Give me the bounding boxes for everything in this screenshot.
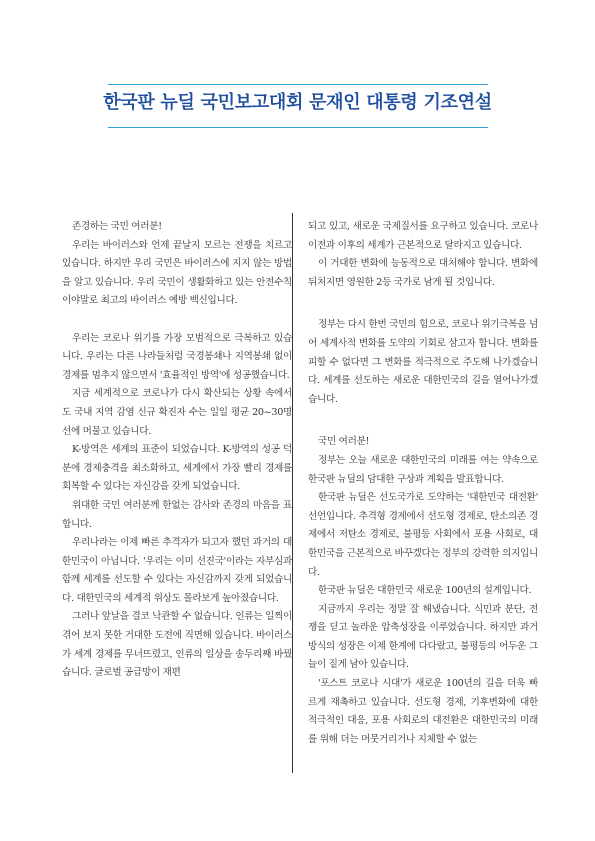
paragraph: 그러나 앞날을 결코 낙관할 수 없습니다. 인류는 일찍이 겪어 보지 못한 거대한 도전에 직면해 있습니다. 바이러스가 세계 경제를 무너뜨렸고, 인류의 일상을 송두리째 바꿨습니다. 글로벌 공급망이 재편 xyxy=(62,611,292,679)
title-rule-top xyxy=(108,84,488,85)
page-title: 한국판 뉴딜 국민보고대회 문재인 대통령 기조연설 xyxy=(103,92,492,113)
paragraph: 정부는 오늘 새로운 대한민국의 미래를 여는 약속으로 한국판 뉴딜의 담대한 구상과 계획을 발표합니다. xyxy=(308,454,538,485)
paragraph: 국민 여러분! xyxy=(318,436,370,448)
paragraph: 한국판 뉴딜은 대한민국 새로운 100년의 설계입니다. xyxy=(318,585,532,597)
title-rule-bottom xyxy=(108,127,488,128)
left-column xyxy=(62,218,292,683)
paragraph: 한국판 뉴딜은 선도국가로 도약하는 '대한민국 대전환' 선언입니다. 추격형 경제에서 선도형 경제로, 탄소의존 경제에서 저탄소 경제로, 불평등 사회에서 포용 사회로, 대한민국을 근본적으로 바꾸겠다는 정부의 강력한 의지입니다. xyxy=(308,492,538,578)
paragraph: 우리는 바이러스와 언제 끝날지 모르는 전쟁을 치르고 있습니다. 하지만 우리 국민은 바이러스에 지지 않는 방법을 알고 있습니다. 우리 국민이 생활화하고 있는 안전수칙이야말로 최고의 바이러스 예방 백신입니다. xyxy=(62,239,292,307)
paragraph: 우리나라는 이제 빠른 추격자가 되고자 했던 과거의 대한민국이 아닙니다. '우리는 이미 선진국'이라는 자부심과 함께 세계를 선도할 수 있다는 자신감까지 갖게 되었습니다. 대한민국의 세계적 위상도 몰라보게 높아졌습니다. xyxy=(62,537,292,604)
paragraph: 지금 세계적으로 코로나가 다시 확산되는 상황 속에서도 국내 지역 감염 신규 확진자 수는 일일 평균 20~30명 선에 머물고 있습니다. xyxy=(62,388,292,437)
paragraph: 되고 있고, 새로운 국제질서를 요구하고 있습니다. 코로나 이전과 이후의 세계가 근본적으로 달라지고 있습니다. xyxy=(308,221,538,251)
paragraph: '포스트 코로나 시대'가 새로운 100년의 길을 더욱 빠르게 재촉하고 있습니다. 선도형 경제, 기후변화에 대한 적극적인 대응, 포용 사회로의 대전환은 대한민국의 미래를 위해 더는 머뭇거리거나 지체할 수 없는 xyxy=(308,678,538,745)
paragraph: K-방역은 세계의 표준이 되었습니다. K-방역의 성공 덕분에 경제충격을 최소화하고, 세계에서 가장 빨리 경제를 회복할 수 있다는 자신감을 갖게 되었습니다. xyxy=(62,444,292,493)
paragraph: 이 거대한 변화에 능동적으로 대처해야 합니다. 변화에 뒤처지면 영원한 2등 국가로 남게 될 것입니다. xyxy=(308,258,538,288)
paragraph: 정부는 다시 한번 국민의 힘으로, 코로나 위기극복을 넘어 세계사적 변화를 도약의 기회로 삼고자 합니다. 변화를 피할 수 없다면 그 변화를 적극적으로 주도해 나가겠습니다. 세계를 선도하는 새로운 대한민국의 길을 열어나가겠습니다. xyxy=(308,319,538,405)
paragraph: 우리는 코로나 위기를 가장 모범적으로 극복하고 있습니다. 우리는 다른 나라들처럼 국경봉쇄나 지역봉쇄 없이 경제를 멈추지 않으면서 '효율적인 방역'에 성공했습니다. xyxy=(62,332,292,381)
paragraph: 지금까지 우리는 정말 잘 해냈습니다. 식민과 분단, 전쟁을 딛고 놀라운 압축성장을 이루었습니다. 하지만 과거 방식의 성장은 이제 한계에 다다랐고, 불평등의 어두운 그늘이 짙게 남아 있습니다. xyxy=(308,603,538,671)
paragraph: 존경하는 국민 여러분! xyxy=(72,221,162,232)
paragraph: 위대한 국민 여러분께 한없는 감사와 존경의 마음을 표합니다. xyxy=(62,499,292,530)
right-column xyxy=(308,218,538,749)
column-divider xyxy=(292,213,293,773)
